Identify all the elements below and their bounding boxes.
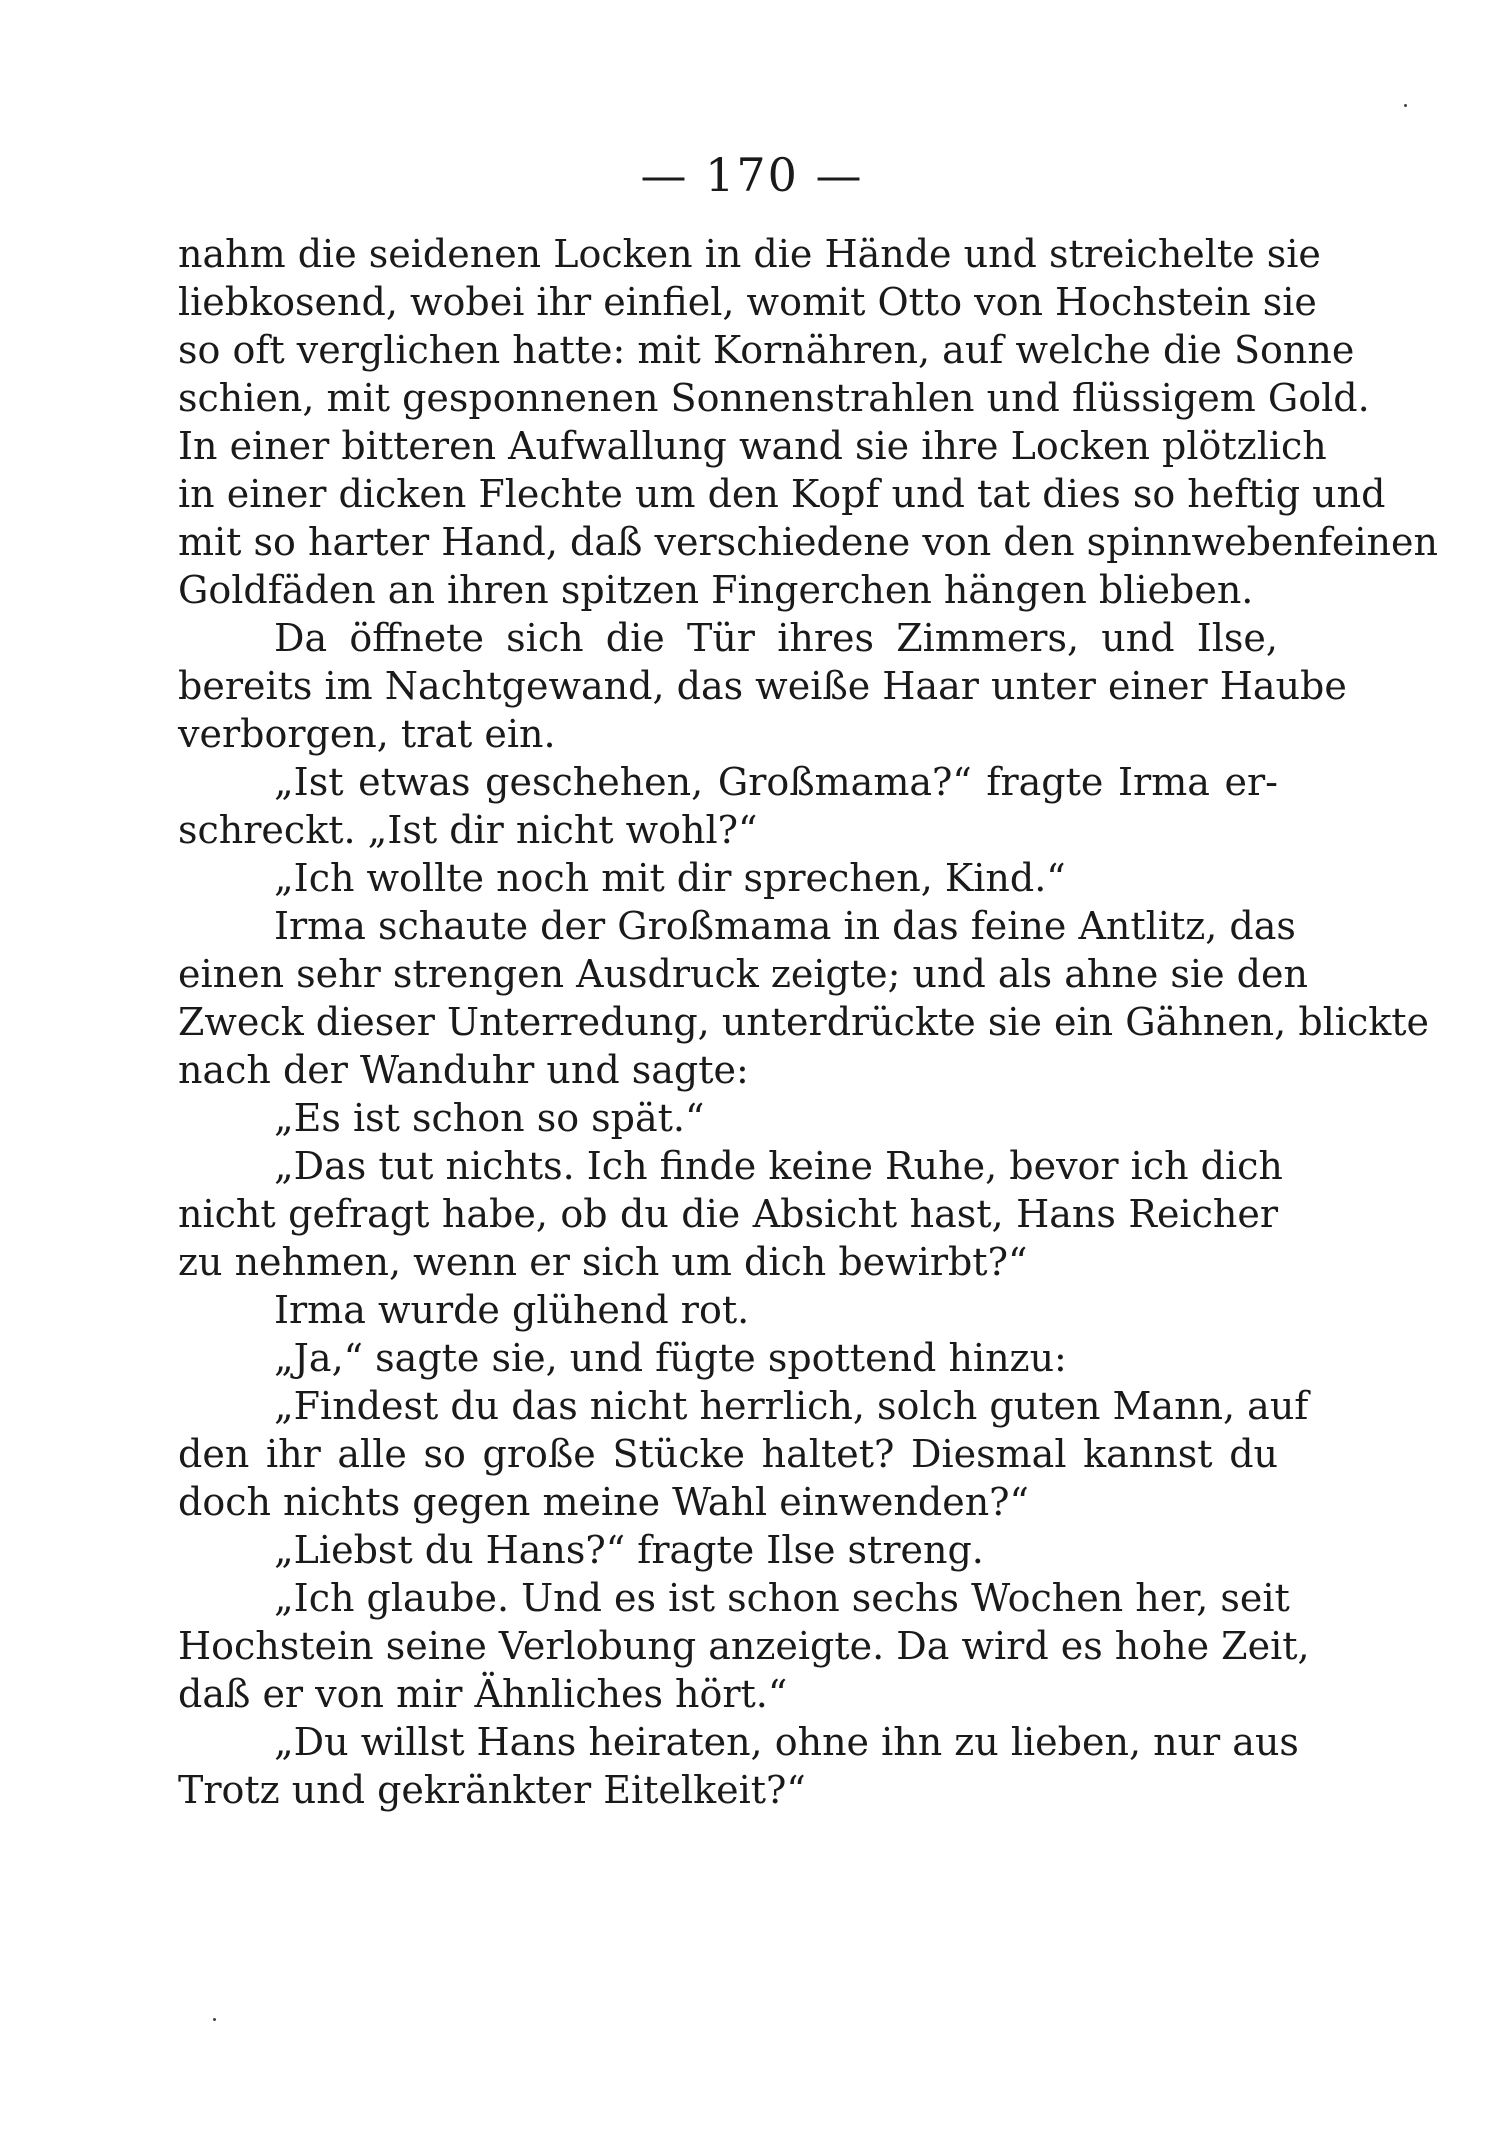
print-speck	[213, 2018, 216, 2021]
text-line: zu nehmen, wenn er sich um dich bewirbt?“	[178, 1240, 1028, 1284]
text-line: den ihr alle so große Stücke haltet? Diesmal kannst du	[178, 1432, 1278, 1476]
text-line: so oft verglichen hatte: mit Kornähren, auf welche die Sonne	[178, 328, 1355, 372]
text-line: „Du willst Hans heiraten, ohne ihn zu lieben, nur aus	[274, 1720, 1299, 1764]
text-line: daß er von mir Ähnliches hört.“	[178, 1672, 788, 1716]
body-text	[178, 230, 1438, 1814]
text-line: Zweck dieser Unterredung, unterdrückte sie ein Gähnen, blickte	[178, 1000, 1430, 1044]
text-line: Irma wurde glühend rot.	[274, 1288, 750, 1332]
text-line: schien, mit gesponnenen Sonnenstrahlen und flüssigem Gold.	[178, 376, 1370, 420]
text-line: „Ich wollte noch mit dir sprechen, Kind.“	[274, 856, 1066, 900]
text-line: Hochstein seine Verlobung anzeigte. Da wird es hohe Zeit,	[178, 1624, 1310, 1668]
text-line: nicht gefragt habe, ob du die Absicht hast, Hans Reicher	[178, 1192, 1278, 1236]
text-line: doch nichts gegen meine Wahl einwenden?“	[178, 1480, 1029, 1524]
print-speck	[1404, 104, 1407, 107]
text-line: in einer dicken Flechte um den Kopf und tat dies so heftig und	[178, 472, 1386, 516]
text-line: In einer bitteren Aufwallung wand sie ihre Locken plötzlich	[178, 424, 1327, 468]
text-line: bereits im Nachtgewand, das weiße Haar unter einer Haube	[178, 664, 1347, 708]
text-line: verborgen, trat ein.	[178, 712, 556, 756]
text-line: Trotz und gekränkter Eitelkeit?“	[178, 1768, 806, 1812]
text-line: „Findest du das nicht herrlich, solch guten Mann, auf	[274, 1384, 1309, 1428]
text-line: einen sehr strengen Ausdruck zeigte; und als ahne sie den	[178, 952, 1308, 996]
text-line: nahm die seidenen Locken in die Hände und streichelte sie	[178, 232, 1321, 276]
text-line: „Ist etwas geschehen, Großmama?“ fragte Irma er-	[274, 760, 1278, 804]
text-line: Goldfäden an ihren spitzen Fingerchen hängen blieben.	[178, 568, 1254, 612]
text-line: mit so harter Hand, daß verschiedene von den spinnwebenfeinen	[178, 520, 1438, 564]
text-line: liebkosend, wobei ihr einfiel, womit Otto von Hochstein sie	[178, 280, 1317, 324]
text-line: „Ja,“ sagte sie, und fügte spottend hinzu:	[274, 1336, 1067, 1380]
text-line: Da öffnete sich die Tür ihres Zimmers, und Ilse,	[274, 616, 1278, 660]
text-line: „Das tut nichts. Ich finde keine Ruhe, bevor ich dich	[274, 1144, 1283, 1188]
text-line: Irma schaute der Großmama in das feine Antlitz, das	[274, 904, 1296, 948]
text-line: nach der Wanduhr und sagte:	[178, 1048, 749, 1092]
text-line: schreckt. „Ist dir nicht wohl?“	[178, 808, 758, 852]
text-line: „Ich glaube. Und es ist schon sechs Wochen her, seit	[274, 1576, 1290, 1620]
page-number: — 170 —	[640, 148, 864, 202]
text-line: „Liebst du Hans?“ fragte Ilse streng.	[274, 1528, 984, 1572]
text-line: „Es ist schon so spät.“	[274, 1096, 705, 1140]
